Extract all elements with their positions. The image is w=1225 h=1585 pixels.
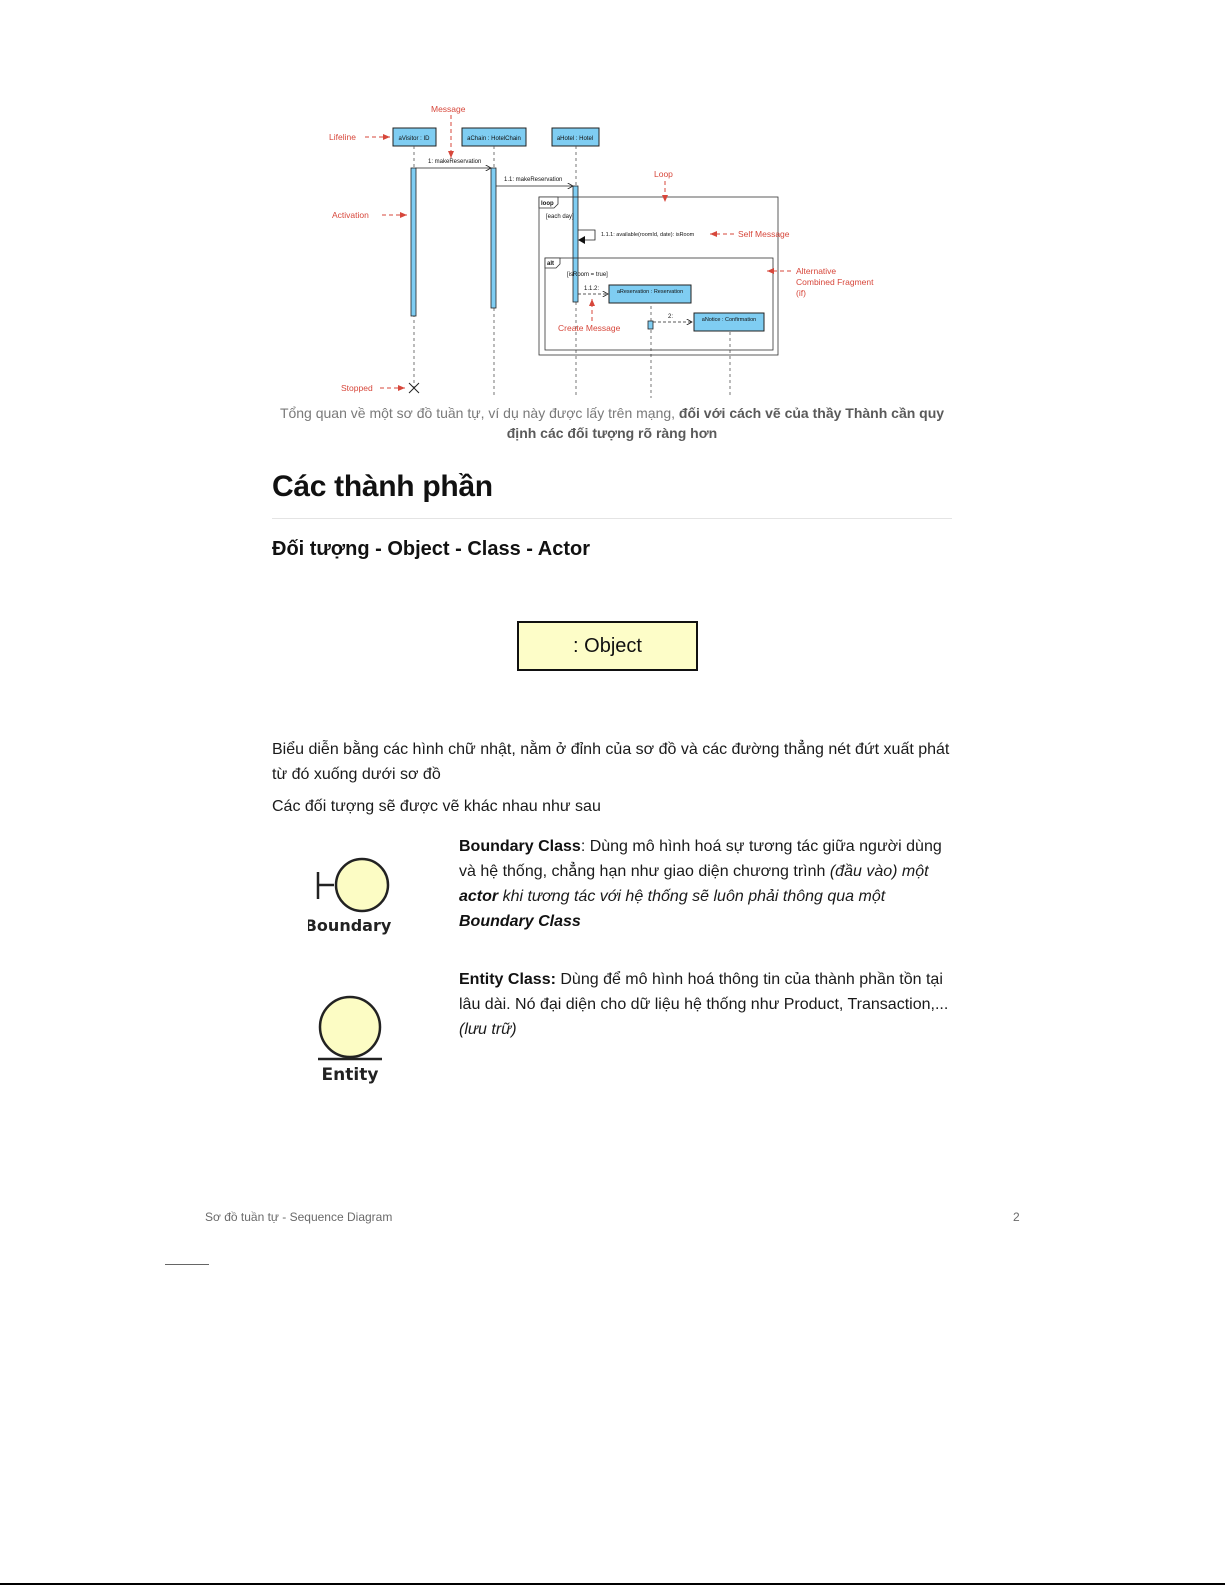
- paragraph-description: Biểu diễn bằng các hình chữ nhật, nằm ở đỉnh của sơ đồ và các đường thẳng nét đứt xuất phát từ đó xuống dưới sơ đồ: [272, 741, 950, 783]
- annotation-create-message: Create Message: [558, 323, 621, 333]
- annotation-activation: Activation: [332, 210, 369, 220]
- boundary-icon-label: Boundary: [308, 916, 392, 935]
- lifeline-label-reservation: aReservation : Reservation: [616, 289, 684, 295]
- activation-chain: [491, 168, 496, 308]
- figure-caption: [272, 403, 952, 443]
- message-2-label: 2:: [668, 314, 674, 320]
- activation-actor: [411, 168, 416, 316]
- boundary-bold-italic-1: actor: [459, 888, 499, 905]
- caption-bold: đối với cách vẽ của thầy Thành cần quy định các đối tượng rõ ràng hơn: [506, 405, 945, 441]
- entity-italic-1: (lưu trữ): [459, 1021, 517, 1038]
- sequence-diagram-figure: [320, 100, 910, 405]
- lifeline-label-chain: aChain : HotelChain: [467, 136, 521, 142]
- alt-guard-label: [isRoom = true]: [567, 272, 608, 278]
- heading-divider: [272, 518, 952, 519]
- lifeline-label-notice: aNotice : Confirmation: [701, 317, 757, 323]
- alt-tag-label: alt: [547, 261, 555, 267]
- annotation-alternative-2: Combined Fragment: [796, 277, 874, 287]
- object-notation-box: : Object: [517, 621, 698, 671]
- boundary-text-1: : Dùng mô hình hoá sự tương tác giữa người dùng và hệ thống, chẳng hạn như giao diện chương trình: [459, 838, 942, 880]
- entity-figure: [312, 995, 388, 1085]
- annotation-stopped: Stopped: [341, 383, 373, 393]
- self-message-arrowhead: [578, 236, 585, 244]
- entity-text-1: Dùng để mô hình hoá thông tin của thành phần tồn tại lâu dài. Nó đại diện cho dữ liệu hệ thống như Product, Transaction,...: [459, 971, 949, 1013]
- annotation-lifeline: Lifeline: [329, 132, 356, 142]
- caption-normal: Tổng quan về một sơ đồ tuần tự, ví dụ này được lấy trên mạng,: [279, 405, 679, 421]
- lifeline-label-hotel: aHotel : Hotel: [556, 136, 594, 142]
- entity-icon: [318, 997, 382, 1059]
- loop-tag-label: loop: [541, 201, 554, 207]
- entity-description: [459, 967, 953, 1042]
- annotation-self-message: Self Message: [738, 229, 790, 239]
- boundary-title: Boundary Class: [459, 838, 581, 855]
- boundary-description: [459, 834, 953, 934]
- annotation-alternative-1: Alternative: [796, 266, 837, 276]
- message-1-label: 1: makeReservation: [428, 159, 482, 165]
- stopped-x-mark: [409, 383, 419, 393]
- annotation-loop: Loop: [654, 169, 673, 179]
- create-message-label: 1.1.2:: [584, 286, 600, 292]
- self-message-label: 1.1.1: available(roomId, date): isRoom: [601, 232, 695, 238]
- entity-title: Entity Class:: [459, 971, 556, 988]
- paragraph-intro: Các đối tượng sẽ được vẽ khác nhau như sau: [272, 798, 601, 815]
- footer-document-title: Sơ đồ tuần tự - Sequence Diagram: [205, 1210, 393, 1224]
- boundary-italic-2: khi tương tác với hệ thống sẽ luôn phải thông qua một: [498, 888, 886, 905]
- subsection-heading: Đối tượng - Object - Class - Actor: [272, 538, 590, 560]
- activation-reservation: [648, 321, 653, 329]
- activation-hotel: [573, 186, 578, 302]
- section-heading: Các thành phần: [272, 470, 493, 503]
- footer-page-number: 2: [1013, 1210, 1020, 1224]
- entity-icon-label: Entity: [321, 1065, 379, 1085]
- loop-guard-label: [each day]: [546, 214, 574, 220]
- boundary-bold-italic-2: Boundary Class: [459, 913, 581, 930]
- lifeline-label-actor: aVisitor : ID: [398, 136, 430, 142]
- annotation-alternative-3: (if): [796, 288, 806, 298]
- annotation-message: Message: [431, 104, 466, 114]
- boundary-icon: [318, 859, 388, 911]
- boundary-figure: [308, 857, 398, 937]
- self-message: [578, 230, 595, 240]
- footnote-rule: [165, 1264, 209, 1265]
- message-1-1-label: 1.1: makeReservation: [504, 177, 563, 183]
- boundary-italic-1: (đầu vào) một: [829, 863, 929, 880]
